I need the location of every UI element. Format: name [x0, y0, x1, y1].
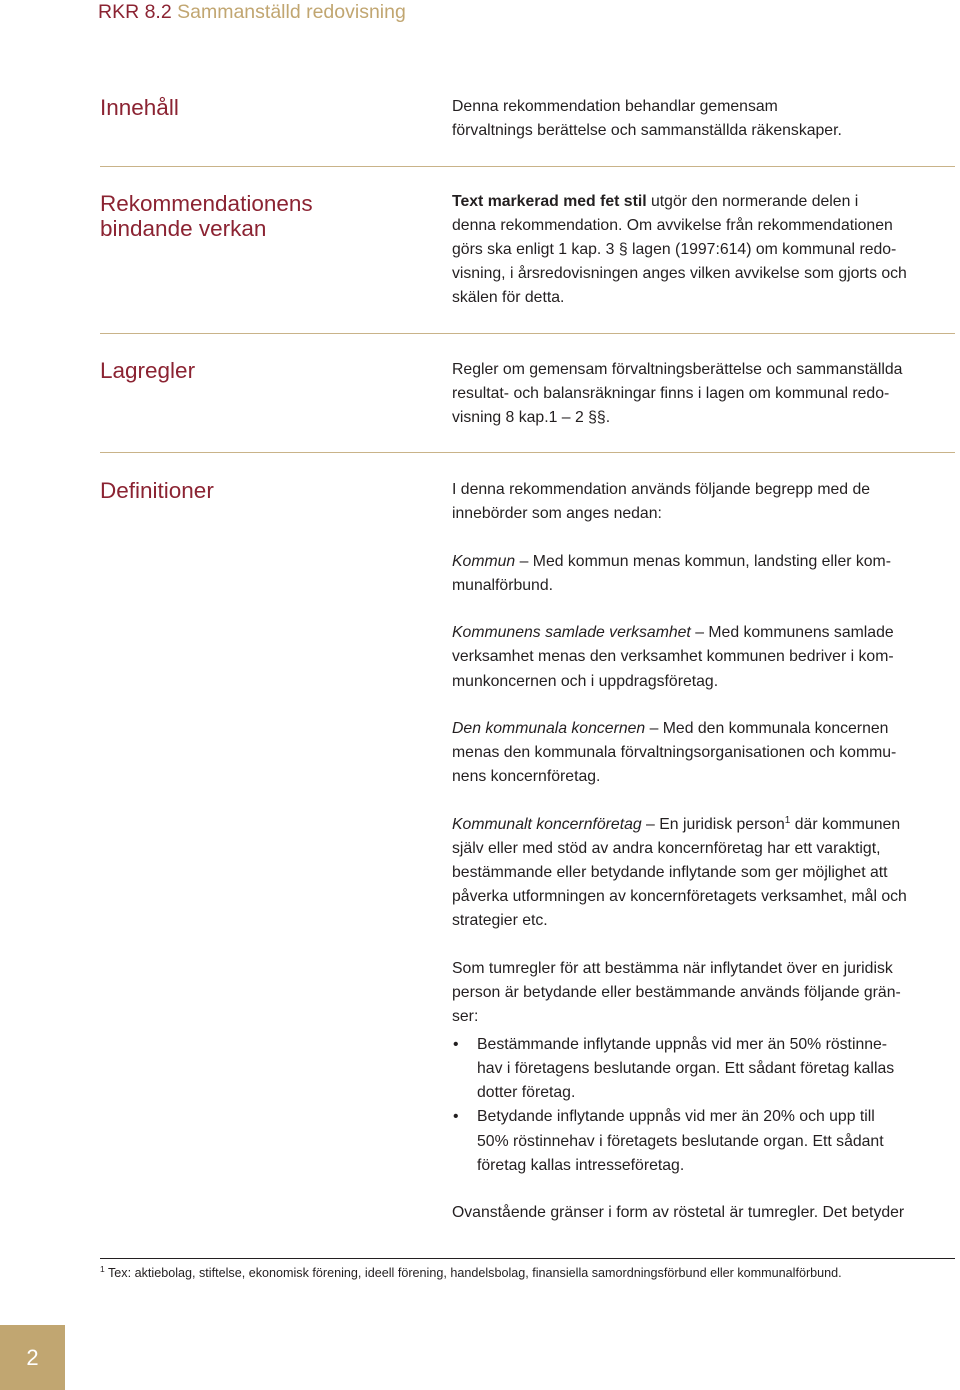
heading-line: bindande verkan — [100, 215, 267, 241]
text-line: dotter företag. — [477, 1084, 576, 1102]
footnote-text: Tex: aktiebolag, stiftelse, ekonomisk förening, ideell förening, handelsbolag, finansiella samordningsförbund eller kommunalförbund. — [104, 1266, 842, 1280]
text-line: Betydande inflytande uppnås vid mer än 20% och upp till — [477, 1108, 875, 1126]
definition-kommun — [452, 550, 955, 598]
text-line: bestämmande eller betydande inflytande som ger möjlighet att — [452, 864, 888, 882]
text-line: visning 8 kap.1 – 2 §§. — [452, 409, 611, 427]
running-header — [98, 1, 406, 24]
text-line: företag kallas intresseföretag. — [477, 1156, 685, 1174]
heading-line: Rekommendationens — [100, 191, 313, 216]
text-line: påverka utformningen av koncernföretagets verksamhet, mål och — [452, 888, 907, 906]
bullet-icon: • — [453, 1108, 459, 1126]
footnote — [100, 1265, 960, 1281]
bullet-icon: • — [453, 1036, 459, 1054]
bindande-verkan-text — [452, 190, 955, 310]
text-line: Som tumregler för att bestämma när inflytandet över en juridisk — [452, 959, 893, 977]
definition-term: Kommunalt koncernföretag — [452, 815, 642, 833]
footnote-reference[interactable]: 1 — [784, 814, 791, 826]
text-line: förvaltnings berättelse och sammanställda räkenskaper. — [452, 122, 842, 140]
text-line: nens koncernföretag. — [452, 768, 601, 786]
document-code: RKR 8.2 — [98, 1, 172, 23]
text-line: strategier etc. — [452, 912, 548, 930]
text-line: Denna rekommendation behandlar gemensam — [452, 98, 778, 115]
tumregler-paragraph — [452, 957, 955, 1029]
heading-lagregler: Lagregler — [100, 358, 196, 383]
definition-koncernforetag — [452, 813, 955, 933]
footnote-divider — [100, 1258, 955, 1259]
heading-bindande-verkan — [100, 192, 430, 241]
text-line: görs ska enligt 1 kap. 3 § lagen (1997:614) om kommunal redo- — [452, 241, 897, 259]
definition-term: Den kommunala koncernen — [452, 720, 646, 738]
definition-term: Kommunens samlade verksamhet — [452, 624, 691, 642]
text-line: själv eller med stöd av andra koncernföretag har ett varaktigt, — [452, 840, 881, 858]
lagregler-text — [452, 358, 955, 430]
text-line: resultat- och balansräkningar finns i lagen om kommunal redo- — [452, 385, 890, 403]
text-line: verksamhet menas den verksamhet kommunen bedriver i kom- — [452, 648, 894, 666]
page-number: 2 — [26, 1345, 39, 1370]
definition-kommunala-koncernen — [452, 717, 955, 789]
document-title: Sammanställd redovisning — [177, 1, 406, 23]
innehall-text — [452, 95, 955, 143]
heading-definitioner: Definitioner — [100, 478, 214, 503]
text-line: utgör den normerande delen i — [646, 193, 859, 210]
text-line: – Med den kommunala koncernen — [645, 720, 889, 738]
bold-intro: Text markerad med fet stil — [452, 193, 647, 210]
section-divider — [100, 452, 955, 453]
text-line: – Med kommun menas kommun, landsting eller kom- — [515, 552, 891, 570]
text-line: Regler om gemensam förvaltningsberättelse och sammanställda — [452, 361, 903, 378]
bullet-list — [452, 1033, 955, 1178]
definitioner-text — [452, 478, 955, 1225]
section-divider — [100, 166, 955, 167]
list-item — [452, 1105, 955, 1177]
text-line: ser: — [452, 1008, 479, 1026]
text-line: skälen för detta. — [452, 289, 565, 307]
closing-line: Ovanstående gränser i form av röstetal är tumregler. Det betyder — [452, 1204, 905, 1222]
text-line: munkoncernen och i uppdragsföretag. — [452, 672, 719, 690]
text-line: Bestämmande inflytande uppnås vid mer än 50% röstinne- — [477, 1036, 888, 1054]
section-divider — [100, 333, 955, 334]
text-line: person är betydande eller bestämmande används följande grän- — [452, 984, 901, 1001]
text-line: innebörder som anges nedan: — [452, 505, 662, 523]
text-line: visning, i årsredovisningen anges vilken avvikelse som gjorts och — [452, 265, 907, 283]
footnote-mark: 1 — [100, 1264, 105, 1274]
text-fragment: där kommunen — [790, 815, 901, 833]
text-line: denna rekommendation. Om avvikelse från rekommendationen — [452, 217, 893, 235]
text-line: menas den kommunala förvaltningsorganisationen och kommu- — [452, 744, 897, 762]
text-line: munalförbund. — [452, 576, 553, 594]
definitions-intro — [452, 478, 955, 526]
text-line: 50% röstinnehav i företagets beslutande organ. Ett sådant — [477, 1132, 884, 1150]
definition-samlade-verksamhet — [452, 621, 955, 693]
definition-term: Kommun — [452, 552, 516, 570]
text-line: I denna rekommendation används följande begrepp med de — [452, 481, 871, 498]
heading-innehall: Innehåll — [100, 95, 179, 120]
text-line: – Med kommunens samlade — [690, 624, 894, 642]
text-line: hav i företagens beslutande organ. Ett sådant företag kallas — [477, 1060, 895, 1078]
list-item — [452, 1033, 955, 1105]
text-fragment: – En juridisk person — [641, 815, 785, 833]
